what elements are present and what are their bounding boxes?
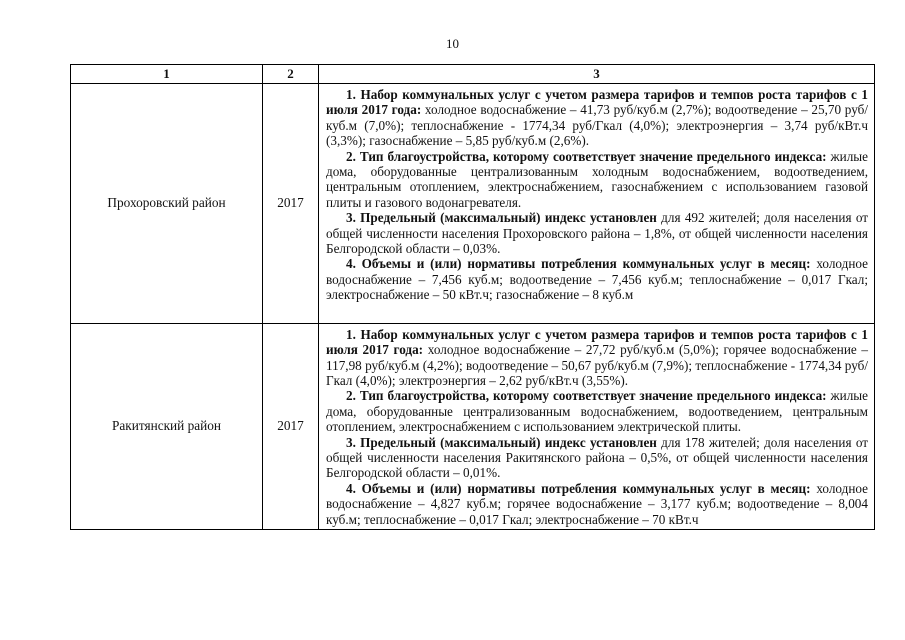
paragraph-max-index: [326, 210, 868, 256]
district-cell: Ракитянский район: [71, 323, 263, 529]
description-cell: [319, 84, 875, 324]
paragraph-tariffs: [326, 87, 868, 149]
paragraph-improvement-type: [326, 388, 868, 434]
paragraph-tariffs: [326, 327, 868, 389]
table-row: [71, 84, 875, 324]
table-header-row: [71, 65, 875, 84]
paragraph-heading: 3. Предельный (максимальный) индекс установлен: [346, 434, 657, 450]
paragraph-text: холодное водоснабжение – 41,73 руб/куб.м (2,7%); водоотведение – 25,70 руб/куб.м (7,0%); теплоснабжение - 1774,34 руб/Гкал (4,0%); электроэнергия – 3,74 руб/кВт.ч (3,3%); газоснабжение – 5,85 руб/куб.м (2,6%).: [326, 102, 868, 149]
paragraph-heading: 1. Набор коммунальных услуг с учетом размера тарифов и темпов роста тарифов с 1 июля 2017 года:: [326, 326, 868, 358]
paragraph-text: жилые дома, оборудованные централизованным водоснабжением, водоотведением, центральным отоплением, электроснабжением с использованием электрической плиты.: [326, 388, 868, 435]
paragraph-heading: 4. Объемы и (или) нормативы потребления коммунальных услуг в месяц:: [346, 480, 811, 496]
column-header-1: 1: [71, 65, 263, 84]
paragraph-improvement-type: [326, 149, 868, 211]
column-header-2: 2: [263, 65, 319, 84]
year-cell: 2017: [263, 84, 319, 324]
paragraph-max-index: [326, 435, 868, 481]
year-cell: 2017: [263, 323, 319, 529]
page-number: 10: [446, 36, 459, 51]
description-cell: [319, 323, 875, 529]
paragraph-text: холодное водоснабжение – 7,456 куб.м; водоотведение – 7,456 куб.м; теплоснабжение – 0,017 Гкал; электроснабжение – 50 кВт.ч; газоснабжение – 8 куб.м: [326, 256, 868, 303]
paragraph-consumption: [326, 481, 868, 527]
paragraph-text: холодное водоснабжение – 4,827 куб.м; горячее водоснабжение – 3,177 куб.м; водоотведение – 8,004 куб.м; теплоснабжение – 0,017 Гкал; электроснабжение – 70 кВт.ч: [326, 480, 868, 527]
paragraph-text: жилые дома, оборудованные централизованным холодным водоснабжением, водоотведением, центральным отоплением, электроснабжением, газоснабжением с использованием газовой плиты и газового водонагревателя.: [326, 148, 868, 210]
paragraph-heading: 2. Тип благоустройства, которому соответствует значение предельного индекса:: [346, 148, 827, 164]
table-row: [71, 323, 875, 529]
paragraph-text: для 178 жителей; доля населения от общей численности населения Ракитянского района – 0,5%, от общей численности населения Белгородской области – 0,01%.: [326, 434, 868, 481]
tariff-table: [70, 64, 875, 530]
district-cell: Прохоровский район: [71, 84, 263, 324]
paragraph-consumption: [326, 256, 868, 302]
column-header-3: 3: [319, 65, 875, 84]
paragraph-heading: 2. Тип благоустройства, которому соответствует значение предельного индекса:: [346, 388, 827, 404]
paragraph-heading: 3. Предельный (максимальный) индекс установлен: [346, 210, 657, 226]
paragraph-text: холодное водоснабжение – 27,72 руб/куб.м (5,0%); горячее водоснабжение – 117,98 руб/куб.м (4,2%); водоотведение – 50,67 руб/куб.м (7,9%); теплоснабжение - 1774,34 руб/Гкал (4,0%); электроэнергия – 2,62 руб/кВт.ч (3,55%).: [326, 342, 868, 388]
paragraph-text: для 492 жителей; доля населения от общей численности населения Прохоровского района – 1,8%, от общей численности населения Белгородской области – 0,03%.: [326, 210, 868, 257]
paragraph-heading: 1. Набор коммунальных услуг с учетом размера тарифов и темпов роста тарифов с 1 июля 2017 года:: [326, 87, 868, 118]
paragraph-heading: 4. Объемы и (или) нормативы потребления коммунальных услуг в месяц:: [346, 256, 811, 272]
